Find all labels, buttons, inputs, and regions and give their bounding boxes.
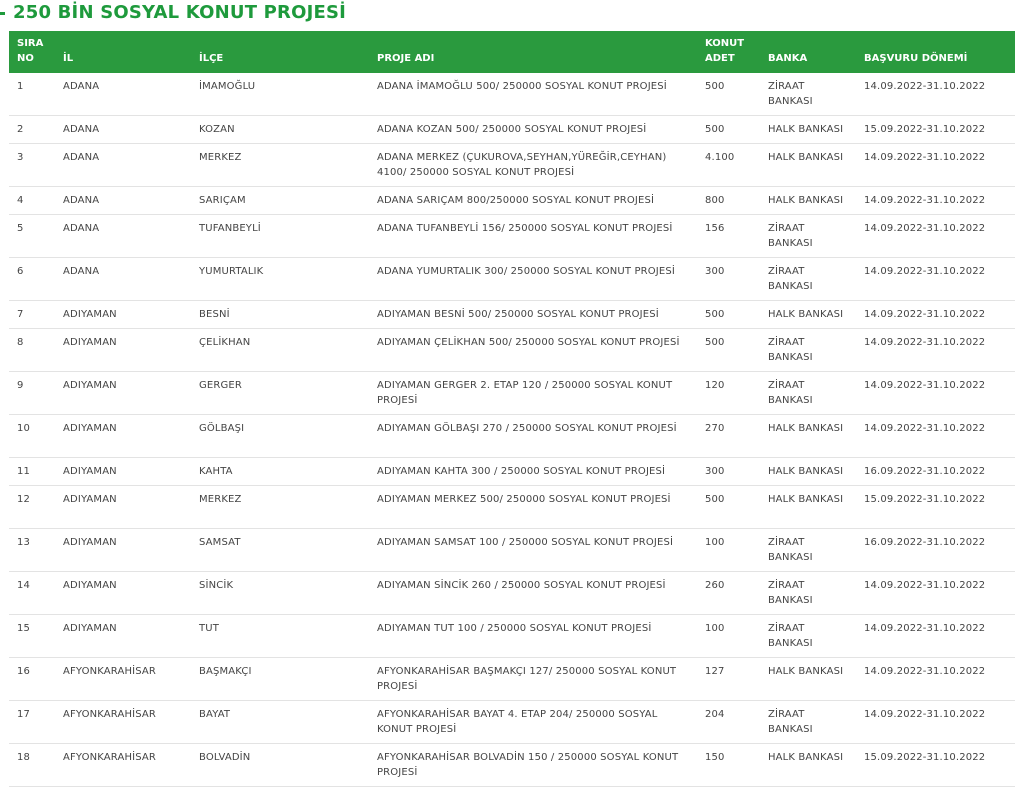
table-row [9,744,1015,787]
cell-banka: ZİRAAT BANKASI [760,529,856,572]
cell-proje-adi: ADIYAMAN GERGER 2. ETAP 120 / 250000 SOSYAL KONUT PROJESİ [369,372,697,415]
cell-sira-no: 11 [9,458,55,486]
cell-sira-no: 13 [9,529,55,572]
cell-proje-adi: ADANA MERKEZ (ÇUKUROVA,SEYHAN,YÜREĞİR,CEYHAN) 4100/ 250000 SOSYAL KONUT PROJESİ [369,144,697,187]
table-body [9,73,1015,787]
cell-proje-adi: ADANA KOZAN 500/ 250000 SOSYAL KONUT PROJESİ [369,116,697,144]
cell-basvuru-donemi: 16.09.2022-31.10.2022 [856,529,1015,572]
cell-basvuru-donemi: 14.09.2022-31.10.2022 [856,301,1015,329]
cell-il: ADIYAMAN [55,329,191,372]
table-row [9,301,1015,329]
cell-konut-adet: 270 [697,415,760,458]
cell-il: ADANA [55,258,191,301]
cell-proje-adi: ADIYAMAN ÇELİKHAN 500/ 250000 SOSYAL KONUT PROJESİ [369,329,697,372]
cell-sira-no: 4 [9,187,55,215]
cell-banka: ZİRAAT BANKASI [760,572,856,615]
cell-ilce: GERGER [191,372,369,415]
cell-basvuru-donemi: 14.09.2022-31.10.2022 [856,615,1015,658]
cell-basvuru-donemi: 14.09.2022-31.10.2022 [856,215,1015,258]
cell-sira-no: 14 [9,572,55,615]
col-basvuru-donemi-header: BAŞVURU DÖNEMİ [864,53,968,64]
cell-banka: ZİRAAT BANKASI [760,73,856,116]
table-row [9,529,1015,572]
cell-basvuru-donemi: 15.09.2022-31.10.2022 [856,486,1015,529]
cell-ilce: BAŞMAKÇI [191,658,369,701]
table-row [9,572,1015,615]
cell-sira-no: 15 [9,615,55,658]
cell-basvuru-donemi: 15.09.2022-31.10.2022 [856,116,1015,144]
table-row [9,116,1015,144]
cell-ilce: BAYAT [191,701,369,744]
cell-konut-adet: 300 [697,258,760,301]
cell-banka: HALK BANKASI [760,415,856,458]
cell-proje-adi: ADANA SARIÇAM 800/250000 SOSYAL KONUT PROJESİ [369,187,697,215]
cell-il: ADIYAMAN [55,615,191,658]
table-row [9,187,1015,215]
cell-proje-adi: ADANA TUFANBEYLİ 156/ 250000 SOSYAL KONUT PROJESİ [369,215,697,258]
table-header [9,31,1015,73]
cell-banka: ZİRAAT BANKASI [760,258,856,301]
cell-banka: HALK BANKASI [760,144,856,187]
cell-konut-adet: 150 [697,744,760,787]
col-ilce-header: İLÇE [199,53,224,64]
table-row [9,372,1015,415]
cell-konut-adet: 4.100 [697,144,760,187]
cell-ilce: KAHTA [191,458,369,486]
cell-il: ADIYAMAN [55,486,191,529]
cell-konut-adet: 120 [697,372,760,415]
cell-ilce: SARIÇAM [191,187,369,215]
cell-proje-adi: ADIYAMAN KAHTA 300 / 250000 SOSYAL KONUT PROJESİ [369,458,697,486]
table-row [9,458,1015,486]
table-row [9,615,1015,658]
table-row [9,329,1015,372]
cell-il: ADIYAMAN [55,458,191,486]
cell-konut-adet: 500 [697,116,760,144]
cell-basvuru-donemi: 14.09.2022-31.10.2022 [856,372,1015,415]
cell-konut-adet: 300 [697,458,760,486]
cell-basvuru-donemi: 14.09.2022-31.10.2022 [856,701,1015,744]
table-row [9,258,1015,301]
cell-il: ADIYAMAN [55,415,191,458]
cell-basvuru-donemi: 15.09.2022-31.10.2022 [856,744,1015,787]
cell-ilce: GÖLBAŞI [191,415,369,458]
cell-proje-adi: ADIYAMAN SİNCİK 260 / 250000 SOSYAL KONUT PROJESİ [369,572,697,615]
cell-konut-adet: 100 [697,529,760,572]
cell-il: AFYONKARAHİSAR [55,744,191,787]
page-header [0,0,1024,30]
header-row [9,31,1015,73]
cell-konut-adet: 127 [697,658,760,701]
cell-il: ADANA [55,144,191,187]
cell-proje-adi: ADIYAMAN MERKEZ 500/ 250000 SOSYAL KONUT PROJESİ [369,486,697,529]
cell-sira-no: 12 [9,486,55,529]
table-row [9,73,1015,116]
cell-il: ADIYAMAN [55,572,191,615]
cell-banka: HALK BANKASI [760,658,856,701]
cell-banka: HALK BANKASI [760,116,856,144]
cell-ilce: SAMSAT [191,529,369,572]
cell-proje-adi: AFYONKARAHİSAR BAŞMAKÇI 127/ 250000 SOSYAL KONUT PROJESİ [369,658,697,701]
cell-sira-no: 10 [9,415,55,458]
cell-basvuru-donemi: 14.09.2022-31.10.2022 [856,572,1015,615]
cell-il: ADANA [55,116,191,144]
cell-il: ADIYAMAN [55,372,191,415]
table-row [9,701,1015,744]
cell-ilce: ÇELİKHAN [191,329,369,372]
table-row [9,215,1015,258]
cell-il: ADIYAMAN [55,529,191,572]
cell-proje-adi: AFYONKARAHİSAR BOLVADİN 150 / 250000 SOSYAL KONUT PROJESİ [369,744,697,787]
cell-konut-adet: 204 [697,701,760,744]
cell-ilce: BESNİ [191,301,369,329]
cell-banka: ZİRAAT BANKASI [760,329,856,372]
cell-konut-adet: 800 [697,187,760,215]
cell-sira-no: 16 [9,658,55,701]
cell-konut-adet: 156 [697,215,760,258]
projects-table [9,31,1015,787]
cell-banka: HALK BANKASI [760,458,856,486]
cell-sira-no: 2 [9,116,55,144]
cell-konut-adet: 500 [697,329,760,372]
cell-ilce: İMAMOĞLU [191,73,369,116]
cell-il: AFYONKARAHİSAR [55,701,191,744]
col-konut-adet-header: KONUT ADET [705,38,745,64]
cell-proje-adi: ADANA YUMURTALIK 300/ 250000 SOSYAL KONUT PROJESİ [369,258,697,301]
cell-il: AFYONKARAHİSAR [55,658,191,701]
cell-ilce: BOLVADİN [191,744,369,787]
col-il-header: İL [63,53,74,64]
cell-ilce: TUT [191,615,369,658]
cell-sira-no: 9 [9,372,55,415]
table-row [9,415,1015,458]
cell-ilce: MERKEZ [191,144,369,187]
cell-banka: HALK BANKASI [760,744,856,787]
cell-il: ADANA [55,73,191,116]
cell-proje-adi: AFYONKARAHİSAR BAYAT 4. ETAP 204/ 250000 SOSYAL KONUT PROJESİ [369,701,697,744]
cell-banka: ZİRAAT BANKASI [760,615,856,658]
cell-konut-adet: 500 [697,301,760,329]
col-sira-no-header: SIRA NO [17,38,44,64]
cell-sira-no: 5 [9,215,55,258]
cell-basvuru-donemi: 14.09.2022-31.10.2022 [856,258,1015,301]
cell-banka: ZİRAAT BANKASI [760,701,856,744]
cell-sira-no: 17 [9,701,55,744]
title-bullet-icon [0,12,5,15]
cell-sira-no: 8 [9,329,55,372]
cell-banka: ZİRAAT BANKASI [760,215,856,258]
cell-il: ADANA [55,187,191,215]
cell-sira-no: 1 [9,73,55,116]
cell-sira-no: 7 [9,301,55,329]
cell-banka: HALK BANKASI [760,187,856,215]
cell-ilce: SİNCİK [191,572,369,615]
cell-ilce: KOZAN [191,116,369,144]
cell-ilce: TUFANBEYLİ [191,215,369,258]
cell-sira-no: 3 [9,144,55,187]
cell-basvuru-donemi: 14.09.2022-31.10.2022 [856,144,1015,187]
table-row [9,486,1015,529]
cell-sira-no: 6 [9,258,55,301]
cell-basvuru-donemi: 16.09.2022-31.10.2022 [856,458,1015,486]
cell-il: ADIYAMAN [55,301,191,329]
cell-proje-adi: ADIYAMAN GÖLBAŞI 270 / 250000 SOSYAL KONUT PROJESİ [369,415,697,458]
cell-basvuru-donemi: 14.09.2022-31.10.2022 [856,73,1015,116]
cell-konut-adet: 500 [697,486,760,529]
table-row [9,144,1015,187]
cell-basvuru-donemi: 14.09.2022-31.10.2022 [856,329,1015,372]
cell-ilce: MERKEZ [191,486,369,529]
cell-proje-adi: ADIYAMAN SAMSAT 100 / 250000 SOSYAL KONUT PROJESİ [369,529,697,572]
cell-konut-adet: 260 [697,572,760,615]
cell-proje-adi: ADANA İMAMOĞLU 500/ 250000 SOSYAL KONUT PROJESİ [369,73,697,116]
cell-il: ADANA [55,215,191,258]
cell-konut-adet: 500 [697,73,760,116]
cell-ilce: YUMURTALIK [191,258,369,301]
page-title: 250 BİN SOSYAL KONUT PROJESİ [13,2,347,23]
col-banka-header: BANKA [768,53,808,64]
cell-banka: HALK BANKASI [760,301,856,329]
cell-banka: ZİRAAT BANKASI [760,372,856,415]
cell-proje-adi: ADIYAMAN BESNİ 500/ 250000 SOSYAL KONUT PROJESİ [369,301,697,329]
table-row [9,658,1015,701]
cell-sira-no: 18 [9,744,55,787]
col-proje-adi-header: PROJE ADI [377,53,435,64]
cell-basvuru-donemi: 14.09.2022-31.10.2022 [856,658,1015,701]
cell-basvuru-donemi: 14.09.2022-31.10.2022 [856,187,1015,215]
cell-proje-adi: ADIYAMAN TUT 100 / 250000 SOSYAL KONUT PROJESİ [369,615,697,658]
cell-basvuru-donemi: 14.09.2022-31.10.2022 [856,415,1015,458]
cell-banka: HALK BANKASI [760,486,856,529]
cell-konut-adet: 100 [697,615,760,658]
